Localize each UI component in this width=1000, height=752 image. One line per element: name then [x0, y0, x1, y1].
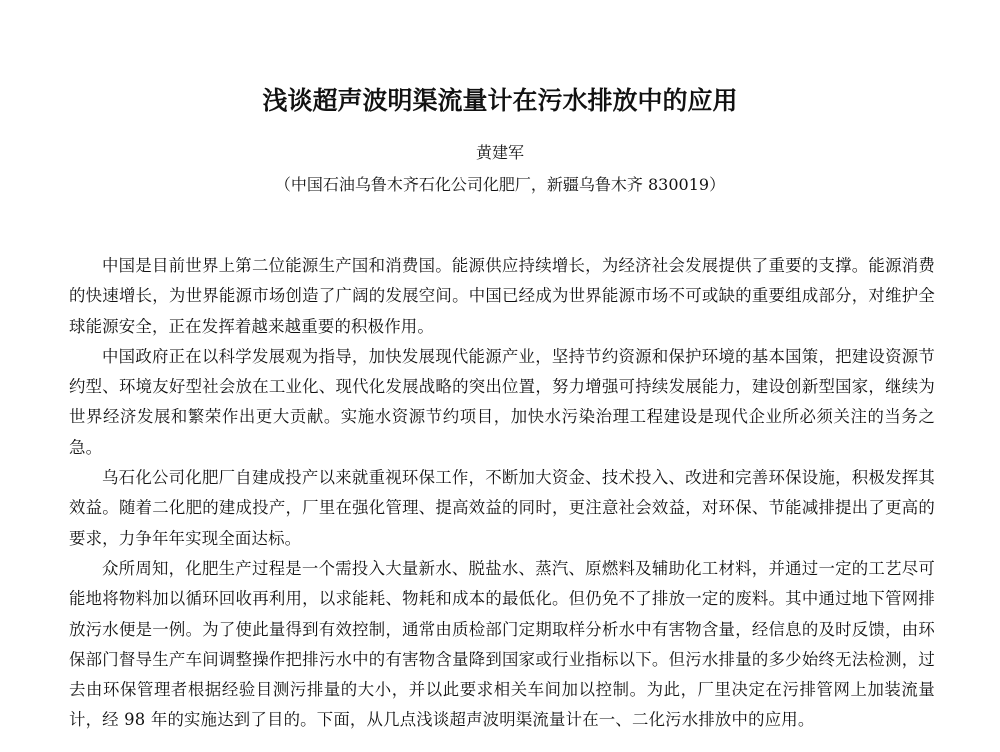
paragraph-1: 中国是目前世界上第二位能源生产国和消费国。能源供应持续增长，为经济社会发展提供了重要的支撑。能源消费的快速增长，为世界能源市场创造了广阔的发展空间。中国已经成为世界能源市场不可或缺的重要组成部分，对维护全球能源安全，正在发挥着越来越重要的积极作用。	[69, 256, 935, 336]
paragraph-2: 中国政府正在以科学发展观为指导，加快发展现代能源产业，坚持节约资源和保护环境的基本国策，把建设资源节约型、环境友好型社会放在工业化、现代化发展战略的突出位置，努力增强可持续发展能力，建设创新型国家，继续为世界经济发展和繁荣作出更大贡献。实施水资源节约项目，加快水污染治理工程建设是现代企业所必须关注的当务之急。	[69, 346, 935, 457]
paragraph-3: 乌石化公司化肥厂自建成投产以来就重视环保工作，不断加大资金、技术投入、改进和完善环保设施，积极发挥其效益。随着二化肥的建成投产，厂里在强化管理、提高效益的同时，更注意社会效益，对环保、节能减排提出了更高的要求，力争年年实现全面达标。	[69, 468, 935, 548]
paper-title: 浅谈超声波明渠流量计在污水排放中的应用	[262, 86, 738, 115]
paragraph-4: 众所周知，化肥生产过程是一个需投入大量新水、脱盐水、蒸汽、原燃料及辅助化工材料，并通过一定的工艺尽可能地将物料加以循环回收再利用，以求能耗、物耗和成本的最低化。但仍免不了排放一定的废料。其中通过地下管网排放污水便是一例。为了使此量得到有效控制，通常由质检部门定期取样分析水中有害物含量，经信息的及时反馈，由环保部门督导生产车间调整操作把排污水中的有害物含量降到国家或行业指标以下。但污水排量的多少始终无法检测，过去由环保管理者根据经验目测污排量的大小，并以此要求相关车间加以控制。为此，厂里决定在污排管网上加装流量计，经 98 年的实施达到了目的。下面，从几点浅谈超声波明渠流量计在一、二化污水排放中的应用。	[69, 558, 935, 730]
author-name: 黄建军	[475, 143, 524, 162]
author-affiliation: （中国石油乌鲁木齐石化公司化肥厂，新疆乌鲁木齐 830019）	[274, 175, 726, 194]
body-text	[69, 251, 935, 736]
